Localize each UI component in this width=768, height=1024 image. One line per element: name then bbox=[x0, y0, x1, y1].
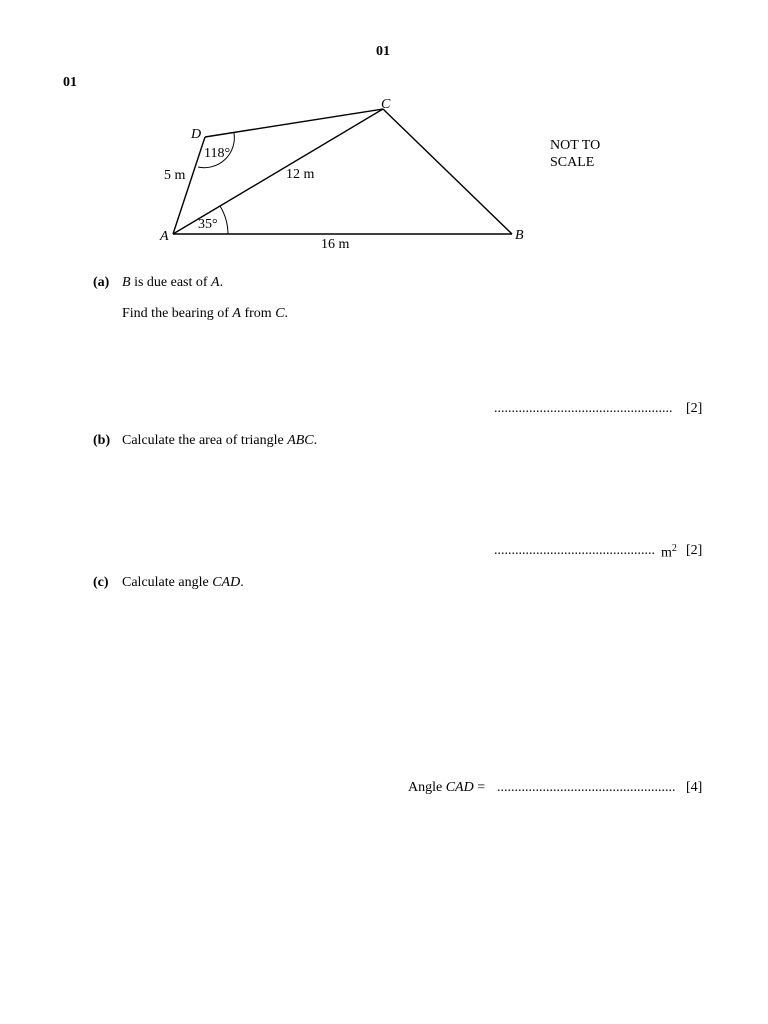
part-c-question bbox=[122, 575, 244, 591]
edge-bc bbox=[383, 109, 512, 234]
part-a-answer-line[interactable] bbox=[494, 401, 673, 417]
angle-arc-a bbox=[220, 206, 228, 234]
part-c-angle-name: CAD bbox=[212, 575, 241, 590]
vertex-label-a: A bbox=[160, 229, 169, 244]
question-number: 01 bbox=[63, 75, 77, 90]
part-a-question-end: . bbox=[284, 306, 289, 321]
part-a-question-mid: from bbox=[240, 306, 276, 321]
part-a-question-c: C bbox=[275, 306, 285, 321]
part-b-question-pre: Calculate the area of triangle bbox=[122, 433, 288, 448]
part-c-answer-dots[interactable]: ................................................... bbox=[497, 780, 676, 795]
part-a-question-a: A bbox=[232, 306, 241, 321]
part-b-triangle-name: ABC bbox=[287, 433, 314, 448]
part-a-statement-mid: is due east of bbox=[130, 275, 212, 290]
part-c-answer-line[interactable] bbox=[497, 780, 676, 796]
part-c-answer-prefix-angle: CAD bbox=[445, 780, 474, 795]
part-a-point-a: A bbox=[211, 275, 220, 290]
part-b-answer-dots[interactable]: .............................................. bbox=[494, 543, 655, 558]
quadrilateral-diagram bbox=[0, 0, 768, 270]
part-b-unit bbox=[661, 543, 677, 562]
part-a-question-pre: Find the bearing of bbox=[122, 306, 233, 321]
part-b-question bbox=[122, 433, 317, 449]
part-a-statement bbox=[122, 275, 223, 291]
part-a-question bbox=[122, 306, 288, 322]
vertex-label-c: C bbox=[381, 97, 391, 112]
part-b-question-end: . bbox=[313, 433, 318, 448]
not-to-scale-note bbox=[550, 137, 600, 171]
part-b-answer-line[interactable] bbox=[494, 543, 655, 559]
part-a-point-b: B bbox=[122, 275, 131, 290]
length-label-ad: 5 m bbox=[164, 168, 186, 183]
vertex-label-d: D bbox=[191, 127, 202, 142]
part-b-label: (b) bbox=[93, 433, 111, 448]
part-a-marks: [2] bbox=[686, 401, 703, 416]
angle-label-a: 35° bbox=[198, 217, 218, 232]
page-number: 01 bbox=[376, 44, 390, 59]
part-a-label: (a) bbox=[93, 275, 110, 290]
part-b-marks: [2] bbox=[686, 543, 703, 558]
edge-cd bbox=[205, 109, 383, 137]
not-to-scale-line1: NOT TO bbox=[550, 138, 601, 153]
edge-ac bbox=[173, 109, 383, 234]
part-b-unit-base: m bbox=[661, 545, 672, 561]
part-c-question-end: . bbox=[240, 575, 244, 590]
vertex-label-b: B bbox=[515, 228, 524, 243]
part-c-answer-prefix-pre: Angle bbox=[408, 780, 446, 795]
part-c-answer-prefix-end: = bbox=[473, 780, 486, 795]
part-a-answer-dots[interactable]: ................................................... bbox=[494, 401, 673, 416]
part-c-label: (c) bbox=[93, 575, 109, 590]
part-a-statement-end: . bbox=[219, 275, 224, 290]
length-label-ab: 16 m bbox=[321, 237, 350, 252]
length-label-ac: 12 m bbox=[286, 167, 315, 182]
part-c-question-pre: Calculate angle bbox=[122, 575, 213, 590]
part-c-marks: [4] bbox=[686, 780, 703, 795]
not-to-scale-line2: SCALE bbox=[550, 155, 595, 170]
part-c-answer-prefix bbox=[408, 780, 485, 796]
angle-label-d: 118° bbox=[204, 146, 231, 161]
part-b-unit-sup: 2 bbox=[671, 543, 677, 554]
